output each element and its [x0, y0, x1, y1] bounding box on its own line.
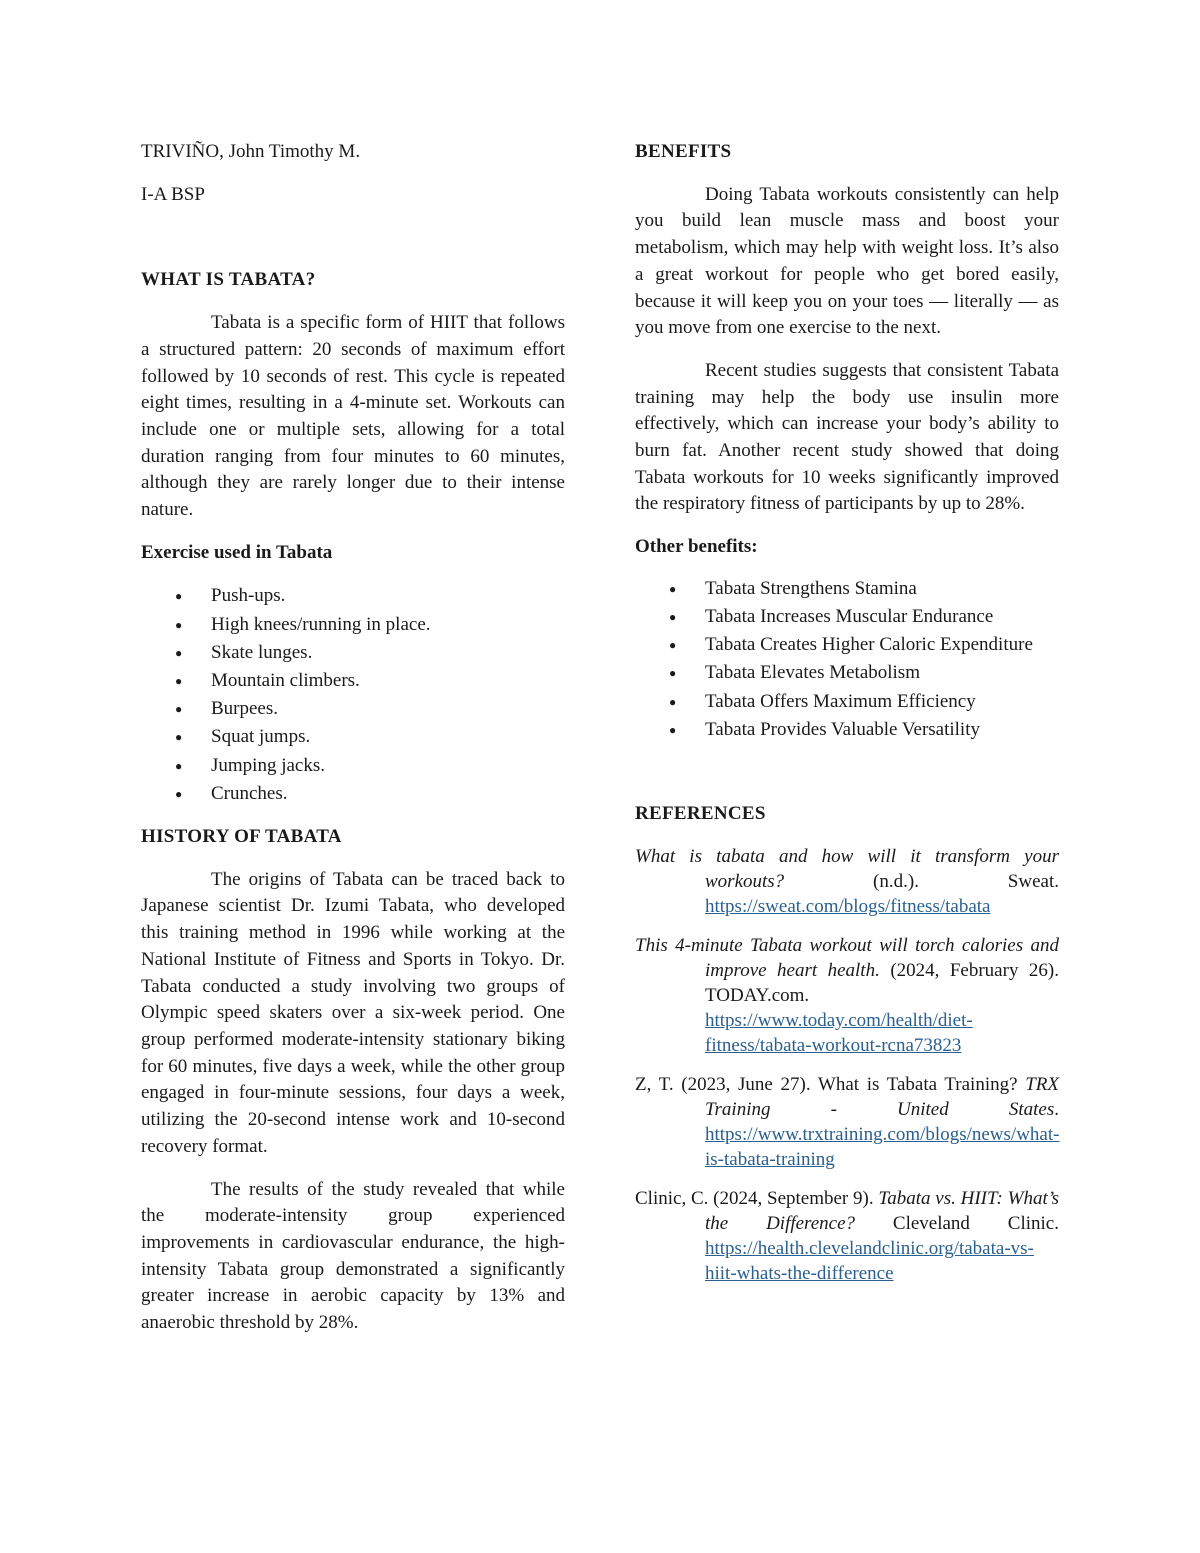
exercises-heading: Exercise used in Tabata: [141, 541, 333, 563]
reference-author: Clinic, C. (2024, September 9).: [635, 1187, 879, 1209]
list-item: ● Jumping jacks.: [211, 752, 565, 780]
history-paragraph-1: The origins of Tabata can be traced back to Japanese scientist Dr. Izumi Tabata, who developed this training method in 1996 while working at the National Institute of Fitness and Sports in Tokyo. Dr. Tabata conducted a study involving two groups of Olympic speed skaters over a six-week period. One group performed moderate-intensity stationary biking for 60 minutes, five days a week, while the other group engaged in four-minute sessions, four days a week, utilizing the 20-second intense work and 10-second recovery format.: [141, 868, 565, 1157]
list-item: ● Squat jumps.: [211, 723, 565, 751]
reference-entry: [635, 1186, 1059, 1286]
other-benefits-list: [635, 575, 1059, 744]
list-item: ● Crunches.: [211, 780, 565, 808]
reference-source: Cleveland Clinic.: [855, 1212, 1059, 1234]
what-is-tabata-heading: WHAT IS TABATA?: [141, 269, 316, 291]
reference-entry: [635, 844, 1059, 919]
what-is-tabata-paragraph: Tabata is a specific form of HIIT that follows a structured pattern: 20 seconds of maximum effort followed by 10 seconds of rest. This cycle is repeated eight times, resulting in a 4-minute set. Workouts can include one or multiple sets, allowing for a total duration ranging from four minutes to 60 minutes, although they are rarely longer due to their intense nature.: [141, 312, 565, 521]
reference-author: Z, T. (2023, June 27). What is Tabata Training?: [635, 1073, 1026, 1095]
list-item: ● Tabata Elevates Metabolism: [705, 659, 1059, 687]
list-item: ● Tabata Provides Valuable Versatility: [705, 716, 1059, 744]
history-paragraph-2: The results of the study revealed that while the moderate-intensity group experienced improvements in cardiovascular endurance, the high-intensity Tabata group demonstrated a significantly greater increase in aerobic capacity by 13% and anaerobic threshold by 28%.: [141, 1178, 565, 1334]
list-item: ● Push-ups.: [211, 582, 565, 610]
reference-link[interactable]: https://sweat.com/blogs/fitness/tabata: [705, 895, 991, 917]
reference-entry: [635, 933, 1059, 1058]
reference-link[interactable]: https://www.today.com/health/diet-fitness/tabata-workout-rcna73823: [705, 1009, 973, 1056]
benefits-heading: BENEFITS: [635, 141, 732, 162]
list-item: ● Tabata Creates Higher Caloric Expenditure: [705, 631, 1059, 659]
reference-title: Tabata vs. HIIT: What’s the Difference?: [705, 1187, 1059, 1234]
benefits-paragraph-2: Recent studies suggests that consistent Tabata training may help the body use insulin more effectively, which can increase your body’s ability to burn fat. Another recent study showed that doing Tabata workouts for 10 weeks significantly improved the respiratory fitness of participants by up to 28%.: [635, 359, 1059, 515]
right-column: [635, 139, 1059, 1286]
reference-title: What is tabata and how will it transform your workouts?: [635, 845, 1059, 892]
benefits-paragraph-1: Doing Tabata workouts consistently can help you build lean muscle mass and boost your metabolism, which may help with weight loss. It’s also a great workout for people who get bored easily, because it will keep you on your toes — literally — as you move from one exercise to the next.: [635, 183, 1059, 339]
reference-link[interactable]: https://www.trxtraining.com/blogs/news/what-is-tabata-training: [705, 1123, 1060, 1170]
list-item: ● Tabata Offers Maximum Efficiency: [705, 688, 1059, 716]
list-item: ● Tabata Strengthens Stamina: [705, 575, 1059, 603]
exercise-list: [141, 582, 565, 808]
list-item: ● High knees/running in place.: [211, 611, 565, 639]
list-item: ● Burpees.: [211, 695, 565, 723]
other-benefits-heading: Other benefits:: [635, 536, 758, 558]
reference-title: TRX Training - United States: [705, 1073, 1059, 1120]
reference-title: This 4-minute Tabata workout will torch calories and improve heart health.: [635, 934, 1059, 981]
reference-link[interactable]: https://health.clevelandclinic.org/tabata-vs-hiit-whats-the-difference: [705, 1237, 1034, 1284]
class-section: I-A BSP: [141, 183, 205, 205]
reference-source: (2024, February 26). TODAY.com.: [705, 959, 1059, 1006]
history-heading: HISTORY OF TABATA: [141, 826, 342, 848]
list-item: ● Tabata Increases Muscular Endurance: [705, 603, 1059, 631]
reference-source: (n.d.). Sweat.: [784, 870, 1059, 892]
reference-source: .: [1054, 1098, 1059, 1120]
list-item: ● Mountain climbers.: [211, 667, 565, 695]
author-name: TRIVIÑO, John Timothy M.: [141, 141, 361, 162]
left-column: [141, 139, 565, 1337]
references-heading: REFERENCES: [635, 803, 766, 825]
reference-entry: [635, 1072, 1059, 1172]
list-item: ● Skate lunges.: [211, 639, 565, 667]
